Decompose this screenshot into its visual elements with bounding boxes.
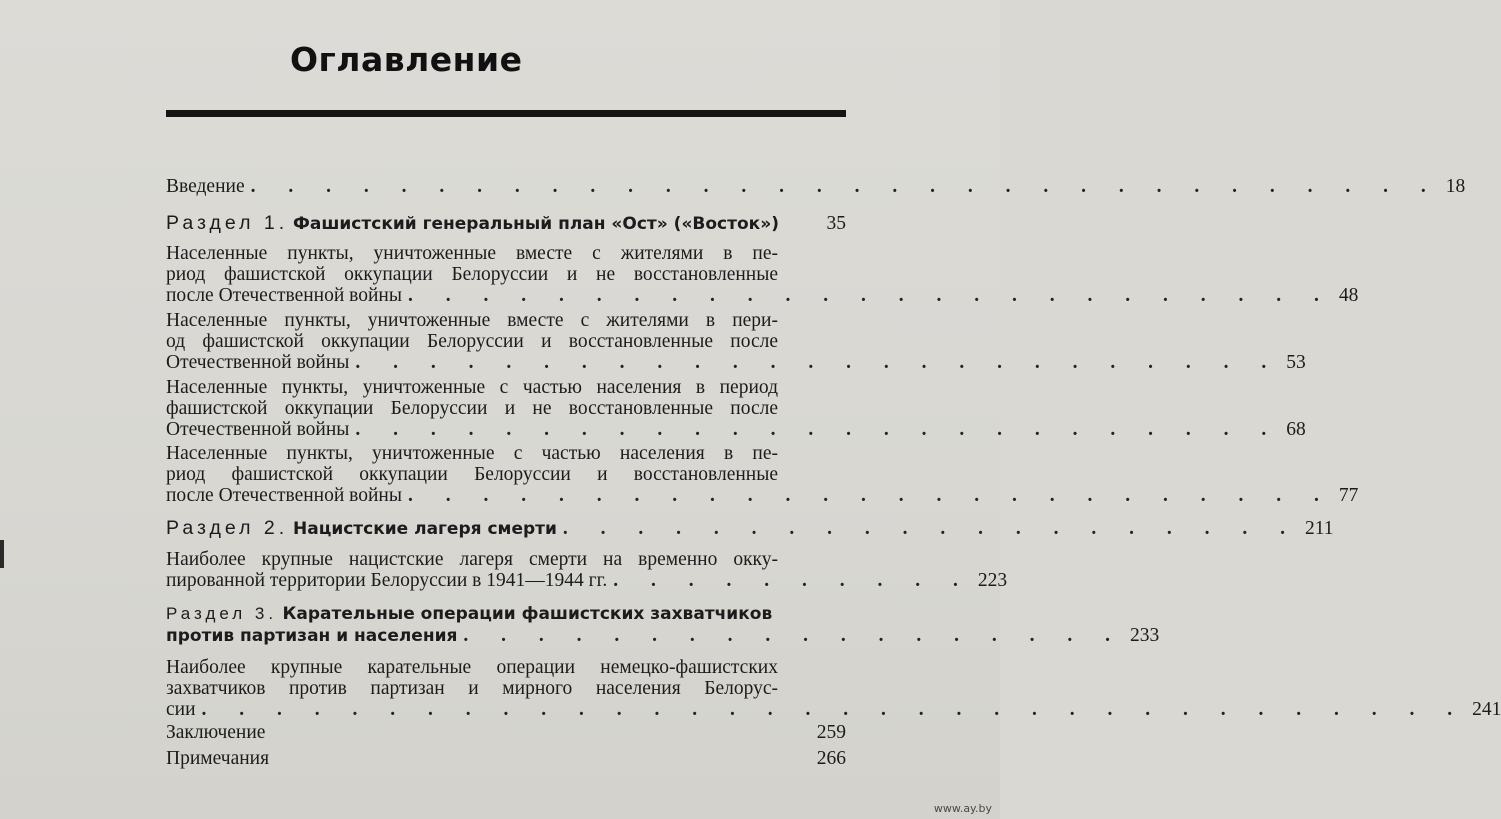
leader-dots: . . . . . . . . . . . . . . . . . . . . xyxy=(562,518,1300,539)
toc-entry-notes[interactable] xyxy=(166,748,846,769)
entry-line: риод фашистской оккупации Белоруссии и не восстановленные xyxy=(166,264,778,285)
entry-line: риод фашистской оккупации Белоруссии и восстановленные xyxy=(166,464,778,485)
leader-dots: . . . . . . . . . . xyxy=(613,570,972,591)
toc-entry-conclusion[interactable] xyxy=(166,722,846,743)
toc-entry-1a[interactable] xyxy=(166,243,1359,306)
toc-entry-1c[interactable] xyxy=(166,377,1306,440)
section-title: Нацистские лагеря смерти xyxy=(293,519,557,539)
toc-entry-3a[interactable] xyxy=(166,657,1501,720)
title-rule xyxy=(166,110,846,117)
entry-line: фашистской оккупации Белоруссии и не восстановленные после xyxy=(166,398,778,419)
section-title-line-2: против партизан и населения xyxy=(166,626,458,646)
entry-line: захватчиков против партизан и мирного населения Белорус- xyxy=(166,678,778,699)
leader-dots: . . . . . . . . . . . . . . . . . . . . . . . . . xyxy=(355,352,1281,373)
leader-dots: . . . . . . . . . . . . . . . . . . . . . . . . . . . . . . . . xyxy=(250,176,1440,197)
page-number: 266 xyxy=(816,748,846,769)
section-label: Раздел 3. xyxy=(166,604,278,623)
leader-dots: . . . . . . . . . . . . . . . . . . xyxy=(463,625,1125,646)
page-number: 48 xyxy=(1338,285,1359,306)
page-number: 18 xyxy=(1445,176,1466,197)
entry-text: Примечания xyxy=(166,748,270,769)
page-number: 68 xyxy=(1286,419,1306,440)
section-label: Раздел 1. xyxy=(166,212,289,234)
toc-entry-1b[interactable] xyxy=(166,310,1306,373)
entry-line: Наиболее крупные нацистские лагеря смерти на временно окку- xyxy=(166,549,778,570)
page-number: 35 xyxy=(826,213,846,234)
entry-text: после Отечественной войны xyxy=(166,485,402,506)
leader-dots: . . . . . . . . . . . . . . . . . . . . . . . . . . . . . . . . . . xyxy=(201,699,1467,720)
page-number: 241 xyxy=(1472,699,1501,720)
leader-dots: . . . . . . . . . . . . . . . . . . . . . . . . . xyxy=(407,285,1333,306)
entry-text: Отечественной войны xyxy=(166,352,350,373)
entry-line: Населенные пункты, уничтоженные вместе с жителями в пе- xyxy=(166,243,778,264)
page-number: 77 xyxy=(1338,485,1359,506)
toc-section-3[interactable] xyxy=(166,603,1160,646)
leader-dots: . . . . . . . . . . . . . . . . . . . . . . . . . xyxy=(355,419,1281,440)
entry-text: Заключение xyxy=(166,722,266,743)
entry-line: Наиболее крупные карательные операции немецко-фашистских xyxy=(166,657,778,678)
toc-section-1[interactable] xyxy=(166,213,846,234)
page-number: 233 xyxy=(1130,625,1160,646)
leader-dots: . . . . . . . . . . . . . . . . . . . . . . . . . xyxy=(407,485,1333,506)
toc-entry-1d[interactable] xyxy=(166,443,1359,506)
page-edge-mark xyxy=(0,540,4,568)
entry-text: Отечественной войны xyxy=(166,419,350,440)
toc-entry-intro[interactable] xyxy=(166,176,1466,197)
section-label: Раздел 2. xyxy=(166,517,289,539)
section-title: Фашистский генеральный план «Ост» («Восток») xyxy=(293,214,779,234)
page-title: Оглавление xyxy=(290,40,523,79)
section-title-line-1: Карательные операции фашистских захватчиков xyxy=(282,604,773,624)
entry-line: Населенные пункты, уничтоженные с частью населения в период xyxy=(166,377,778,398)
page-number: 211 xyxy=(1305,518,1334,539)
page-number: 223 xyxy=(977,570,1008,591)
toc-section-2[interactable] xyxy=(166,517,1334,539)
entry-line: Населенные пункты, уничтоженные вместе с жителями в пери- xyxy=(166,310,778,331)
entry-line: од фашистской оккупации Белоруссии и восстановленные после xyxy=(166,331,778,352)
page-number: 259 xyxy=(816,722,846,743)
entry-text: Введение xyxy=(166,176,245,197)
page-number: 53 xyxy=(1286,352,1306,373)
site-watermark: www.ay.by xyxy=(933,802,992,815)
toc-entry-2a[interactable] xyxy=(166,549,1008,591)
entry-text: сии xyxy=(166,699,196,720)
entry-line: Населенные пункты, уничтоженные с частью населения в пе- xyxy=(166,443,778,464)
entry-text: пированной территории Белоруссии в 1941—1944 гг. xyxy=(166,570,608,591)
entry-text: после Отечественной войны xyxy=(166,285,402,306)
